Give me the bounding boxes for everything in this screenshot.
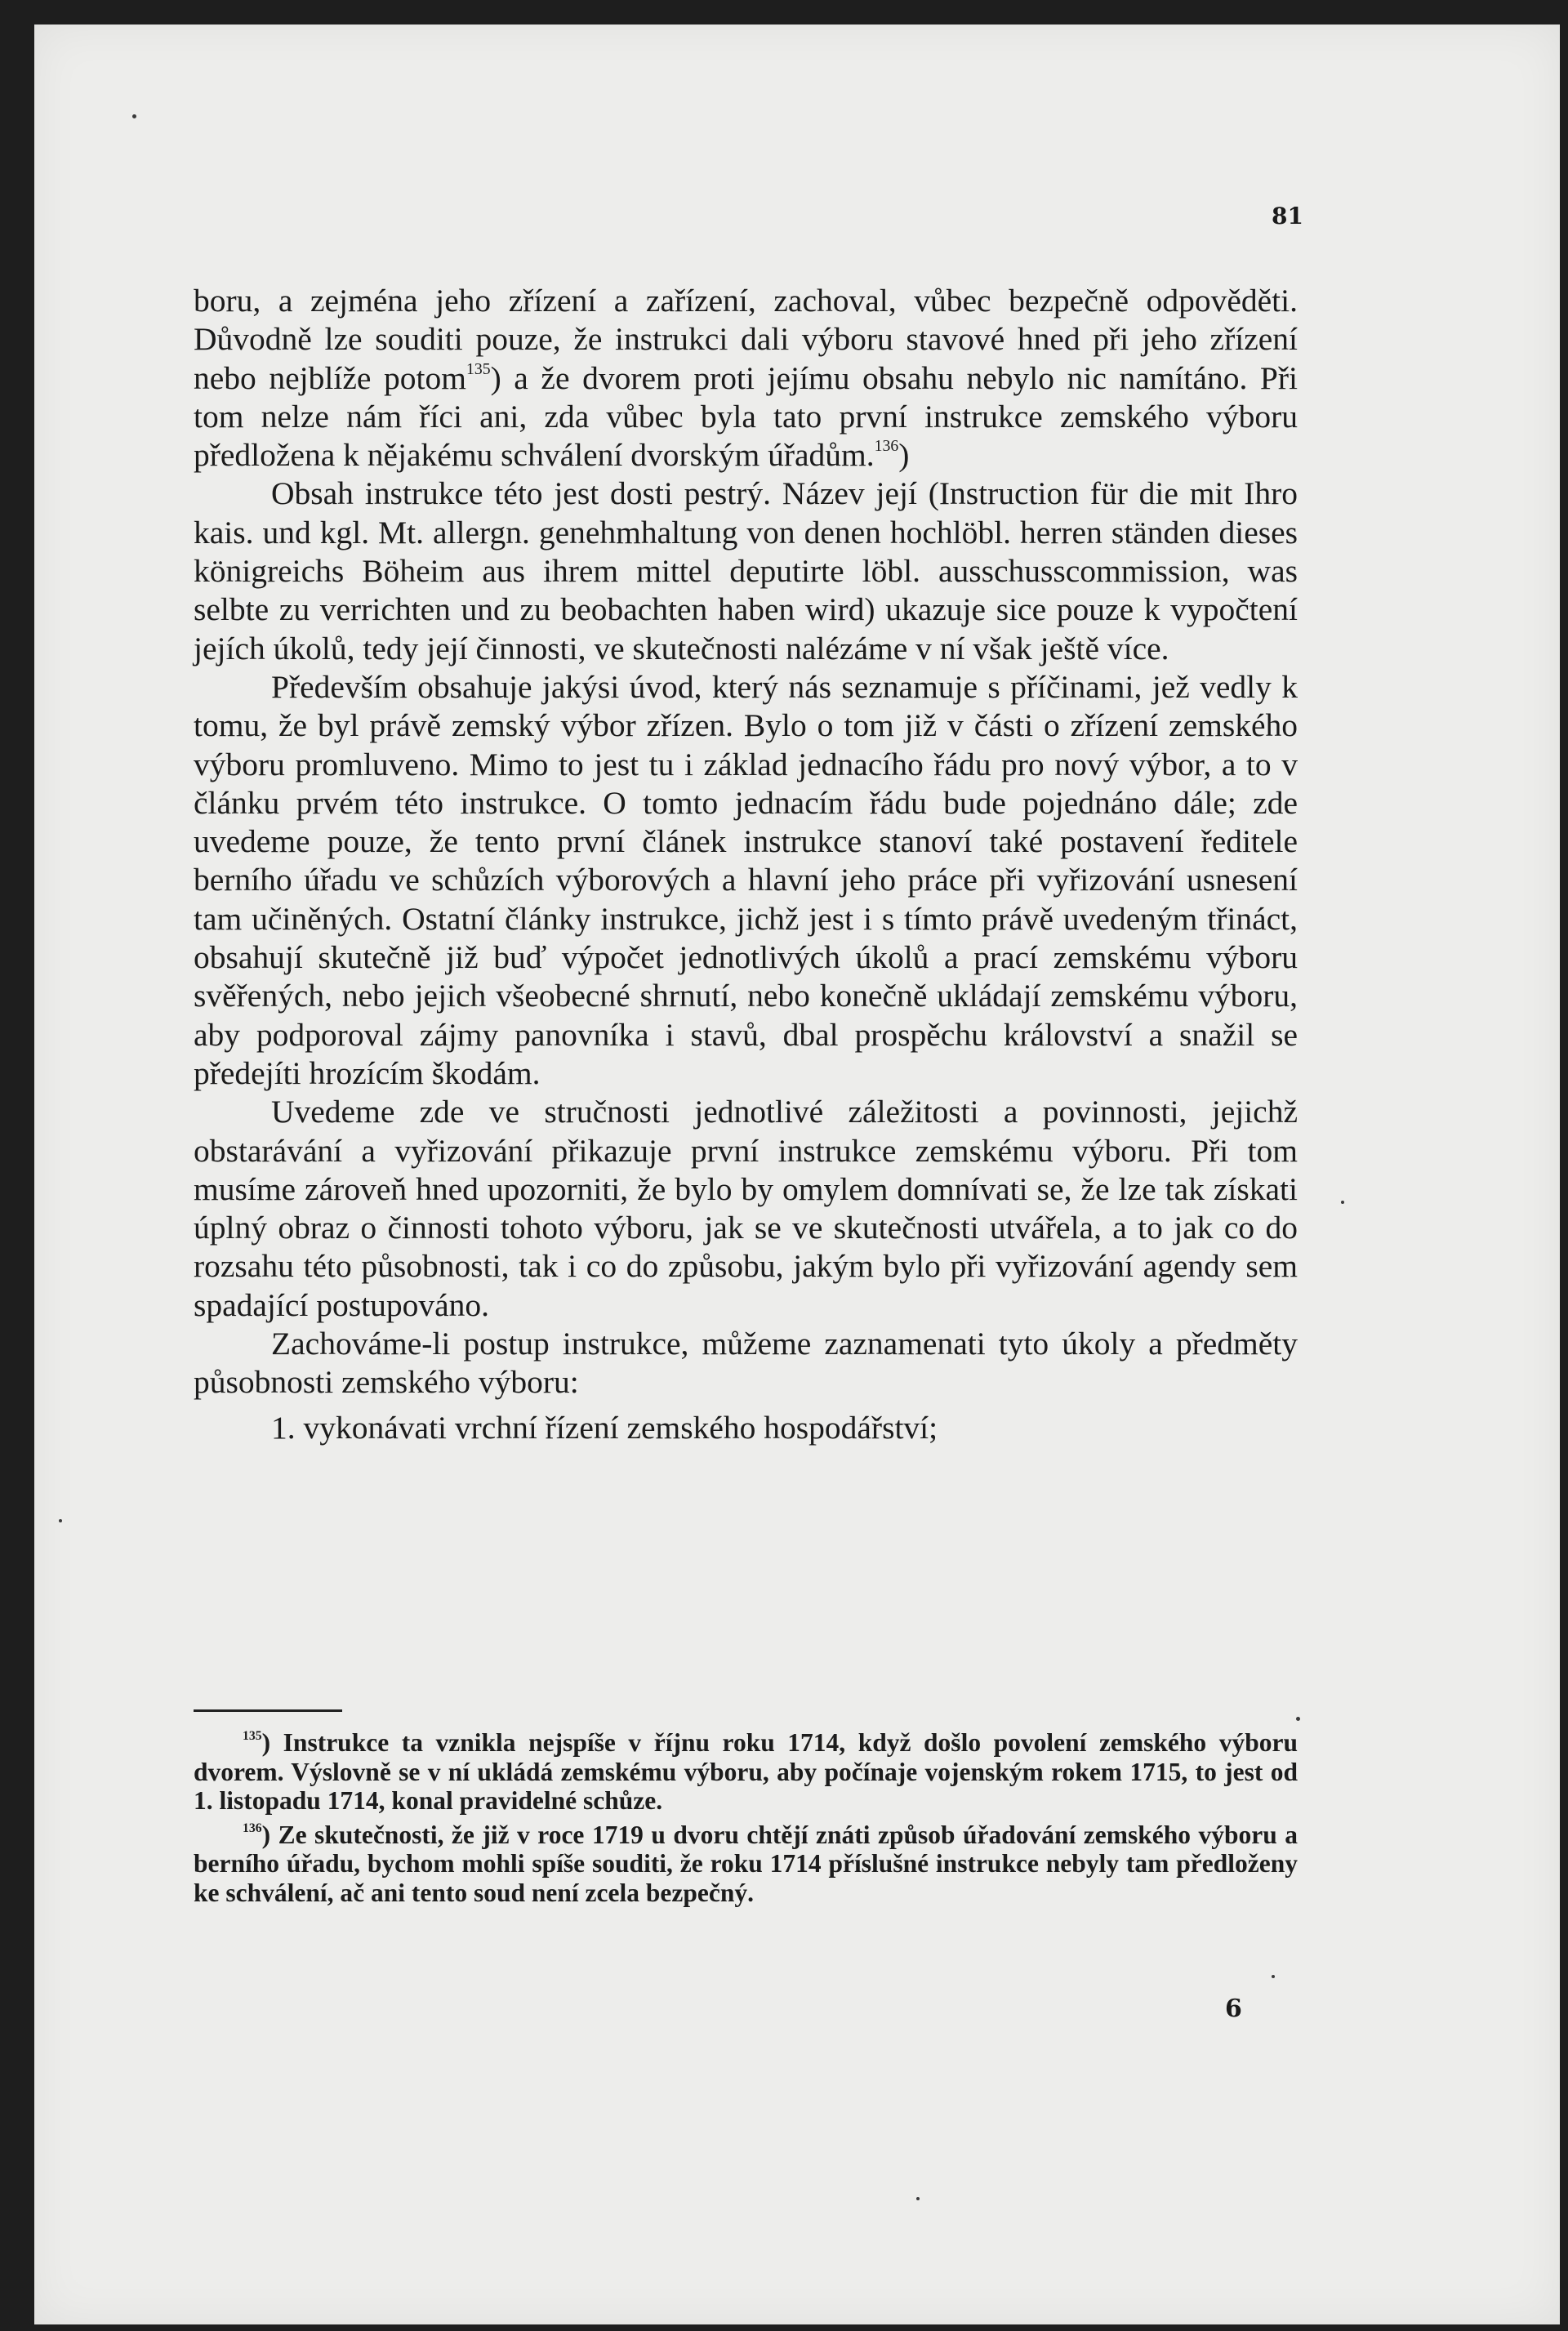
footnote-136 (194, 1821, 1298, 1908)
dust-speck (59, 1519, 62, 1522)
paragraph-1-start: boru, a zejména jeho zřízení a zařízení, zachoval, vůbec bezpečně odpověděti. Důvodně lze souditi pouze, že instrukci dali výboru stavové hned při jeho zřízení nebo nejblíže potom (194, 283, 1298, 396)
paragraph-1-end: ) (898, 437, 910, 474)
paragraph-1 (194, 282, 1298, 475)
dust-speck (1341, 1201, 1344, 1204)
paragraph-3: Především obsahuje jakýsi úvod, který nás seznamuje s příčinami, jež vedly k tomu, že byl právě zemský výbor zřízen. Bylo o tom již v části o zřízení zemského výboru promluveno. Mimo to jest tu i základ jednacího řádu pro nový výbor, a to v článku prvém této instrukce. O tomto jednacím řádu bude pojednáno dále; zde uvedeme pouze, že tento první článek instrukce stanoví také postavení ředitele berního úřadu ve schůzích výborových a hlavní jeho práce při vyřizování usnesení tam učiněných. Ostatní články instrukce, jichž jest i s tímto právě uvedeným třináct, obsahují skutečně již buď výpočet jednotlivých úkolů a prací zemskému výboru svěřených, nebo jejich všeobecné shrnutí, nebo konečně ukládají zemskému výboru, aby podporoval zájmy panovníka i stavů, dbal prospěchu království a snažil se předejíti hrozícím škodám. (194, 668, 1298, 1091)
footnote-ref-136: 136 (874, 437, 899, 456)
dust-speck (1272, 1975, 1275, 1978)
footnote-135 (194, 1728, 1298, 1816)
page-number: 81 (1272, 203, 1303, 230)
paragraph-2: Obsah instrukce této jest dosti pestrý. Název její (Instruction für die mit Ihro kais. und kgl. Mt. allergn. genehmhaltung von denen hochlöbl. herren ständen dieses königreichs Böheim aus ihrem mittel deputirte löbl. ausschusscommission, was selbte zu verrichten und zu beobachten haben wird) ukazuje sice pouze k vypočtení jejích úkolů, tedy její činnosti, ve skutečnosti nalézáme v ní však ještě více. (194, 475, 1298, 666)
list-item-1: 1. vykonávati vrchní řízení zemského hospodářství; (271, 1409, 938, 1446)
footnote-text: ) Instrukce ta vznikla nejspíše v říjnu roku 1714, když došlo povolení zemského výboru dvorem. Výslovně se v ní ukládá zemskému výboru, aby počínaje vojenským rokem 1715, to jest od 1. listopadu 1714, konal pravidelné schůze. (194, 1728, 1298, 1815)
footnote-text: ) Ze skutečnosti, že již v roce 1719 u dvoru chtějí znáti způsob úřadování zemského výboru a berního úřadu, bychom mohli spíše souditi, že roku 1714 příslušné instrukce nebyly tam předloženy ke schválení, ač ani tento soud není zcela bezpečný. (194, 1820, 1298, 1907)
paragraph-1-middle: ) a že dvorem proti jejímu obsahu nebylo nic namítáno. Při tom nelze nám říci ani, zda vůbec byla tato první instrukce zemského výboru předložena k nějakému schválení dvorským úřadům. (194, 359, 1298, 474)
signature-mark: 6 (1225, 1994, 1242, 2023)
dust-speck (916, 2197, 920, 2200)
footnote-number: 136 (243, 1821, 262, 1835)
dust-speck (1296, 1717, 1300, 1721)
footnote-separator (194, 1709, 342, 1712)
paragraph-5: Zachováme-li postup instrukce, můžeme zaznamenati tyto úkoly a předměty působnosti zemského výboru: (194, 1326, 1298, 1401)
dust-speck (132, 114, 136, 118)
footnote-number: 135 (243, 1728, 262, 1743)
paragraph-4: Uvedeme zde ve stručnosti jednotlivé záležitosti a povinnosti, jejichž obstarávání a vyřizování přikazuje první instrukce zemskému výboru. Při tom musíme zároveň hned upozorniti, že bylo by omylem domnívati se, že lze tak získati úplný obraz o činnosti tohoto výboru, jak se ve skutečnosti utvářela, a to jak co do rozsahu této působnosti, tak i co do způsobu, jakým bylo při vyřizování agendy sem spadající postupováno. (194, 1094, 1298, 1323)
main-text (194, 282, 1298, 1447)
footnote-ref-135: 135 (466, 359, 491, 378)
footnotes (194, 1728, 1298, 1912)
book-page (34, 25, 1560, 2324)
